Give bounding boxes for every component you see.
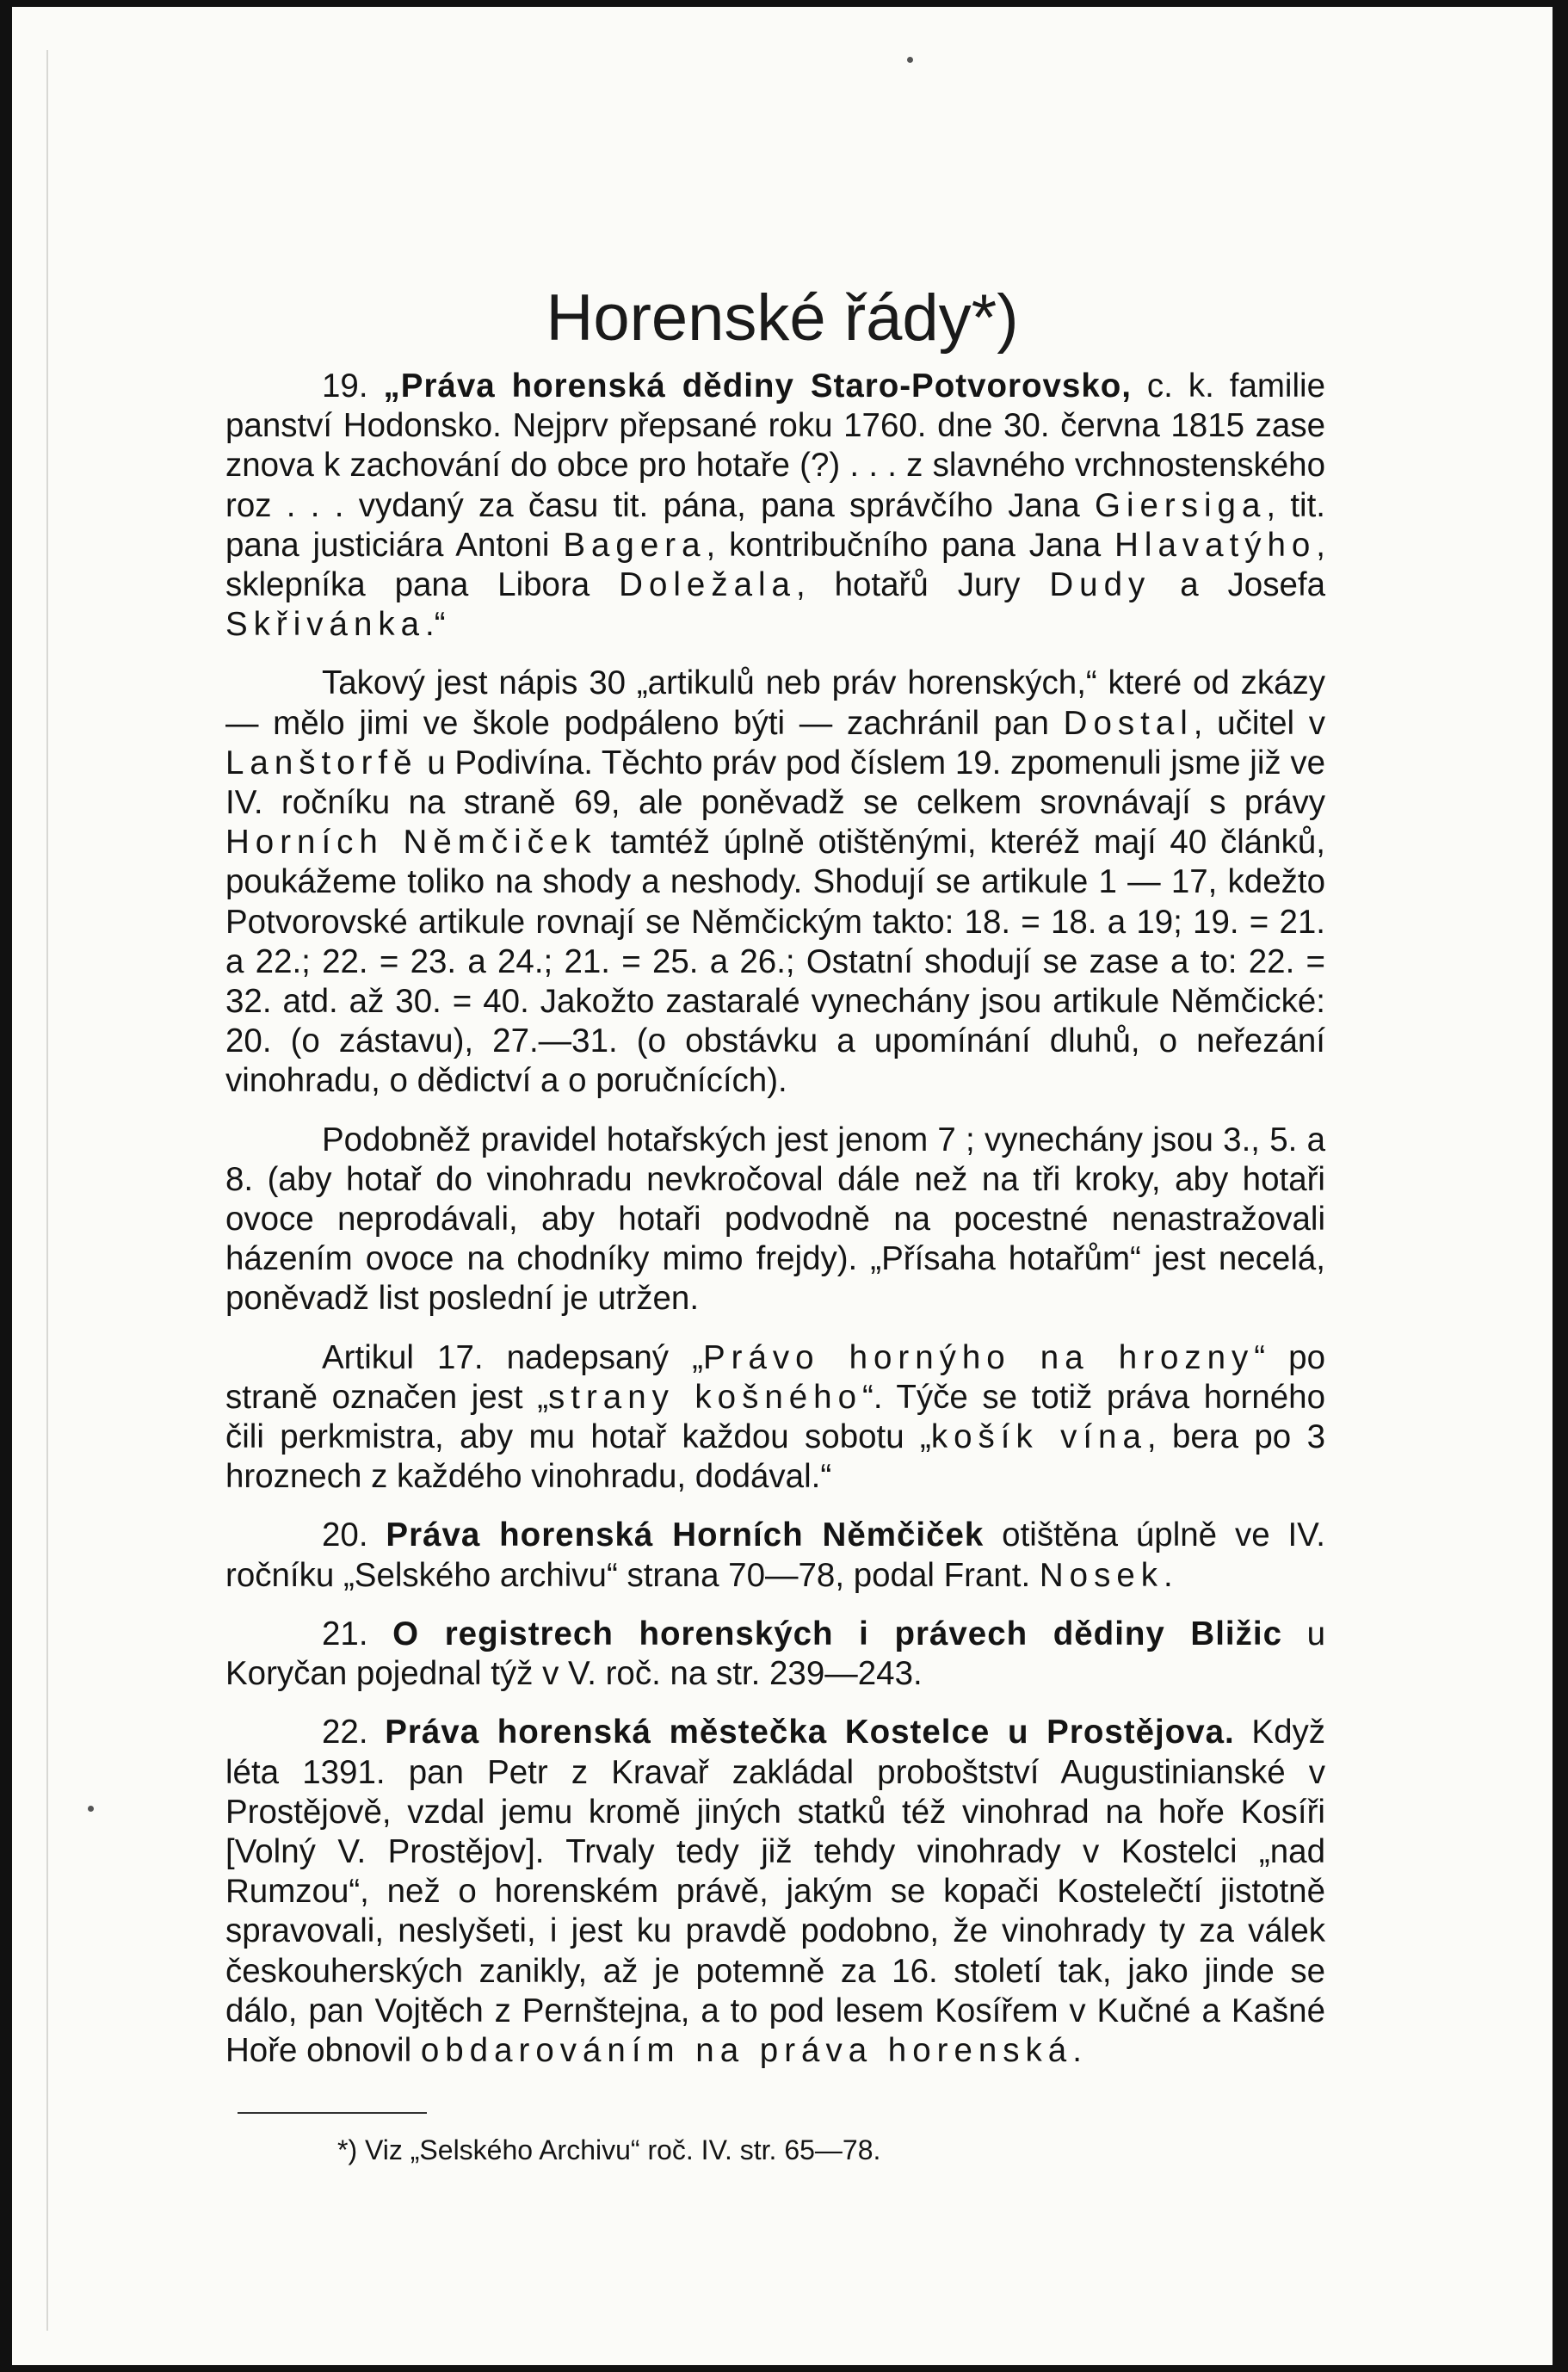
- paragraph-3: Podobněž pravidel hotařských jest jenom 7 ; vynechány jsou 3., 5. a 8. (aby hotař do vinohradu nevkročoval dále než na tři kroky, aby hotaři ovoce neprodávali, aby hotaři podvodně na pocestné nenastražovali házením ovoce na chodníky mimo frejdy). „Přísaha hotařům“ jest necelá, poněvadž list poslední je utržen.: [225, 1121, 1325, 1318]
- section-heading: Práva horenská městečka Kostelce u Prostějova.: [385, 1714, 1235, 1751]
- spaced-name: Lanštorfě: [225, 744, 418, 781]
- section-21: 21. O registrech horenských i právech dědiny Bližic u Koryčan pojednal týž v V. roč. na str. 239—243.: [225, 1615, 1326, 1693]
- section-19: 19. „Práva horenská dědiny Staro-Potvorovsko, c. k. familie panství Hodonsko. Nejprv přepsané roku 1760. dne 30. června 1815 zase znova k zachování do obce pro hotaře (?) . . . z slavného vrchnostenského roz . . . vydaný za času tit. pána, pana správčího Jana Giersiga, tit. pana justiciára Antoni Bagera, kontribučního pana Jana Hlavatýho, sklepníka pana Libora Doležala, hotařů Jury Dudy a Josefa Skřivánka.“: [225, 368, 1326, 644]
- spaced-name: Skřivánka: [225, 606, 426, 644]
- spaced-phrase: strany košného: [548, 1378, 862, 1416]
- section-20: 20. Práva horenská Horních Němčiček otištěna úplně ve IV. ročníku „Selského archivu“ strana 70—78, podal Frant. Nosek.: [225, 1516, 1325, 1594]
- spaced-phrase: Právo hornýho na hrozny: [702, 1338, 1255, 1376]
- spaced-name: Giersiga: [1095, 486, 1267, 524]
- section-22: 22. Práva horenská městečka Kostelce u Prostějova. Když léta 1391. pan Petr z Kravař zakládal proboštství Augustinianské v Prostějově, vzdal jemu kromě jiných statků též vinohrad na hoře Kosíři [Volný V. Prostějov]. Trvaly tedy již tehdy vinohrady v Kostelci „nad Rumzou“, než o horenském právě, jakým se kopači Kostelečtí jistotně spravovali, neslyšeti, i jest ku pravdě podobno, že vinohrady ty za válek českouherských zanikly, až je potemně za 16. století tak, jako jinde se dálo, pan Vojtěch z Pernštejna, a to pod lesem Kosířem v Kučné a Kašné Hoře obnovil obdarováním na práva horenská.: [225, 1714, 1325, 2069]
- section-heading: O registrech horenských i právech dědiny Bližic: [392, 1615, 1282, 1652]
- page-sheet: [12, 7, 1553, 2365]
- spaced-name: Dostal: [1063, 704, 1194, 742]
- spaced-name: Dudy: [1049, 566, 1151, 604]
- spaced-phrase: obdarováním na práva horenská: [420, 2031, 1073, 2069]
- section-heading: Práva horenská Horních Němčiček: [386, 1516, 985, 1554]
- spaced-name: Hlavatýho: [1114, 526, 1317, 564]
- paragraph-2: Takový jest nápis 30 „artikulů neb práv horenských,“ které od zkázy — mělo jimi ve škole podpáleno býti — zachránil pan Dostal, učitel v Lanštorfě u Podivína. Těchto práv pod číslem 19. zpomenuli jsme již ve IV. ročníku na straně 69, ale poněvadž se celkem srovnávají s právy Horních Němčiček tamtéž úplně otištěnými, kteréž mají 40 článků, poukážeme toliko na shody a neshody. Shodují se artikule 1 — 17, kdežto Potvorovské artikule rovnají se Němčickým takto: 18. = 18. a 19; 19. = 21. a 22.; 22. = 23. a 24.; 21. = 25. a 26.; Ostatní shodují se zase a to: 22. = 32. atd. až 30. = 40. Jakožto zastaralé vynechány jsou artikule Němčické: 20. (o zástavu), 27.—31. (o obstávku a upomínání dluhů, o neřezání vinohradu, o dědictví a o poručnících).: [225, 664, 1325, 1100]
- article-body: [225, 367, 1325, 2090]
- footnote: *) Viz „Selského Archivu“ roč. IV. str. 65—78.: [337, 2134, 881, 2165]
- spaced-name: Nosek: [1039, 1556, 1164, 1594]
- speck-mark: [88, 1806, 94, 1812]
- spaced-name: Horních Němčiček: [225, 824, 597, 862]
- section-number: 20.: [322, 1516, 368, 1554]
- section-number: 22.: [322, 1714, 368, 1751]
- paragraph-4: Artikul 17. nadepsaný „Právo hornýho na hrozny“ po straně označen jest „strany košného“. Týče se totiž práva horného čili perkmistra, aby mu hotař každou sobotu „košík vína, bera po 3 hroznech z každého vinohradu, dodával.“: [225, 1338, 1326, 1496]
- page-title: Horenské řády*): [546, 281, 1019, 355]
- spaced-name: Doležala: [619, 566, 796, 604]
- spaced-name: Bagera: [563, 526, 707, 564]
- speck-mark: [907, 57, 913, 63]
- section-heading: „Práva horenská dědiny Staro-Potvorovsko,: [383, 368, 1132, 405]
- footnote-divider: [238, 2112, 427, 2114]
- spaced-phrase: košík vína: [930, 1418, 1147, 1456]
- section-number: 21.: [322, 1615, 368, 1652]
- section-number: 19.: [322, 368, 368, 405]
